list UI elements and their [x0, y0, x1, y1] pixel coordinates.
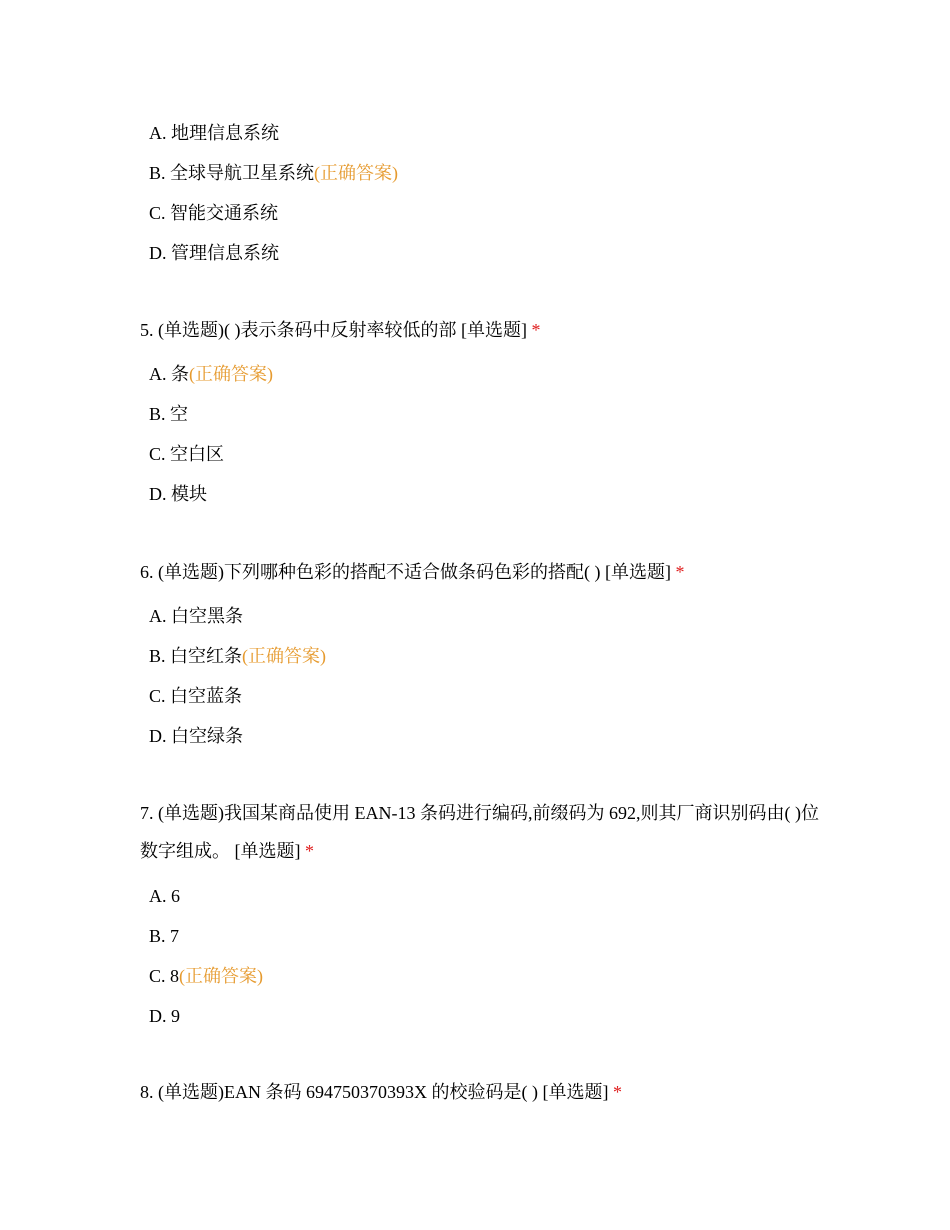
option-d[interactable]	[149, 1004, 180, 1028]
question-number: 7.	[140, 803, 154, 823]
option-text: 模块	[171, 484, 207, 504]
option-d[interactable]	[149, 482, 207, 506]
option-letter: B.	[149, 646, 166, 666]
option-letter: A.	[149, 364, 167, 384]
option-a[interactable]	[149, 362, 273, 386]
option-letter: C.	[149, 444, 166, 464]
option-text: 白空绿条	[171, 726, 243, 746]
option-c[interactable]	[149, 684, 242, 708]
option-b[interactable]	[149, 402, 188, 426]
option-text: 空	[170, 404, 189, 424]
required-star: *	[531, 320, 541, 340]
option-text: 全球导航卫星系统	[170, 163, 315, 183]
option-text: 白空红条	[170, 646, 243, 666]
question-5-title	[140, 318, 820, 342]
option-letter: D.	[149, 243, 167, 263]
option-c[interactable]	[149, 442, 224, 466]
option-letter: D.	[149, 726, 167, 746]
option-letter: C.	[149, 686, 166, 706]
question-7-title	[140, 794, 820, 870]
option-d[interactable]	[149, 241, 279, 265]
question-text: (单选题)下列哪种色彩的搭配不适合做条码色彩的搭配( ) [单选题]	[158, 562, 671, 582]
question-number: 5.	[140, 320, 154, 340]
option-letter: D.	[149, 484, 167, 504]
option-letter: C.	[149, 966, 166, 986]
option-a[interactable]	[149, 604, 243, 628]
option-letter: C.	[149, 203, 166, 223]
option-b[interactable]	[149, 161, 398, 185]
question-8-title	[140, 1080, 820, 1104]
option-c[interactable]	[149, 201, 278, 225]
question-6-title	[140, 560, 820, 584]
option-letter: A.	[149, 123, 167, 143]
option-letter: A.	[149, 886, 167, 906]
question-text: (单选题)我国某商品使用 EAN-13 条码进行编码,前缀码为 692,则其厂商识别码由( )位数字组成。 [单选题]	[140, 803, 819, 861]
option-letter: B.	[149, 163, 166, 183]
option-text: 白空蓝条	[170, 686, 243, 706]
question-text: (单选题)( )表示条码中反射率较低的部 [单选题]	[158, 320, 527, 340]
option-text: 9	[171, 1006, 180, 1026]
option-b[interactable]	[149, 924, 179, 948]
option-a[interactable]	[149, 884, 180, 908]
option-a[interactable]	[149, 121, 279, 145]
option-d[interactable]	[149, 724, 243, 748]
option-text: 7	[170, 926, 180, 946]
correct-answer-label: (正确答案)	[242, 646, 327, 666]
option-text: 空白区	[170, 444, 225, 464]
option-letter: B.	[149, 926, 166, 946]
option-c[interactable]	[149, 964, 263, 988]
option-letter: B.	[149, 404, 166, 424]
question-number: 6.	[140, 562, 154, 582]
correct-answer-label: (正确答案)	[189, 364, 273, 384]
option-b[interactable]	[149, 644, 326, 668]
option-text: 智能交通系统	[170, 203, 279, 223]
option-letter: A.	[149, 606, 167, 626]
option-text: 条	[171, 364, 189, 384]
correct-answer-label: (正确答案)	[179, 966, 264, 986]
option-text: 地理信息系统	[171, 123, 279, 143]
option-text: 管理信息系统	[171, 243, 279, 263]
required-star: *	[305, 841, 314, 861]
option-text: 6	[171, 886, 180, 906]
required-star: *	[675, 562, 685, 582]
option-text: 白空黑条	[171, 606, 243, 626]
question-text: (单选题)EAN 条码 694750370393X 的校验码是( ) [单选题]	[158, 1082, 609, 1102]
question-number: 8.	[140, 1082, 154, 1102]
correct-answer-label: (正确答案)	[314, 163, 399, 183]
option-letter: D.	[149, 1006, 167, 1026]
required-star: *	[612, 1082, 622, 1102]
option-text: 8	[170, 966, 180, 986]
